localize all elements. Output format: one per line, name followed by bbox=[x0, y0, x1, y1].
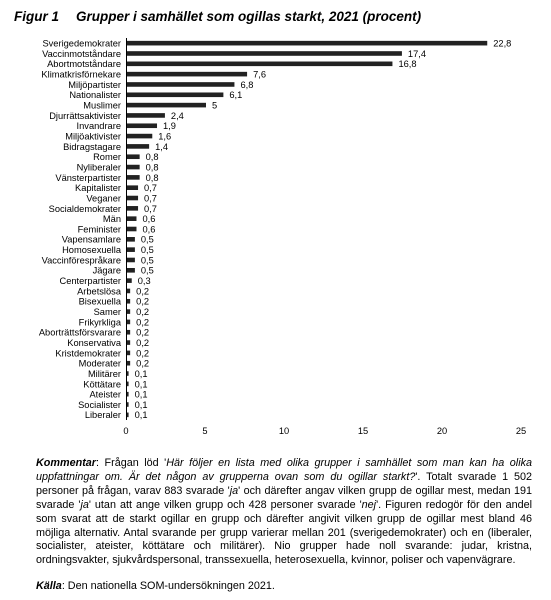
x-tick-label: 10 bbox=[278, 426, 290, 436]
comment-text-2: '. Totalt svarade 1 502 personer på frågan, varav 883 svarade ' bbox=[36, 470, 532, 497]
data-label: 0,5 bbox=[140, 234, 154, 245]
bar bbox=[127, 72, 247, 77]
data-label: 0,2 bbox=[136, 296, 150, 307]
category-label: Konservativa bbox=[67, 337, 121, 348]
category-label: Bidragstagare bbox=[63, 141, 121, 152]
category-label: Militärer bbox=[87, 368, 121, 379]
data-label: 22,8 bbox=[493, 38, 512, 49]
bar bbox=[127, 196, 138, 201]
bar bbox=[127, 123, 157, 128]
bar bbox=[127, 320, 130, 325]
data-label: 0,1 bbox=[134, 399, 148, 410]
category-label: Sverigedemokrater bbox=[42, 38, 121, 49]
data-label: 6,8 bbox=[240, 79, 254, 90]
category-label: Män bbox=[102, 214, 121, 225]
comment-text-3: ' och därefter angav vilken grupp de ogillar mest, medan 191 svarade ' bbox=[36, 484, 532, 511]
bar bbox=[127, 62, 392, 67]
category-label: Socialister bbox=[78, 399, 121, 410]
bar bbox=[127, 206, 138, 211]
data-label: 0,7 bbox=[144, 193, 157, 204]
bar bbox=[127, 258, 135, 263]
bar bbox=[127, 113, 165, 118]
category-label: Romer bbox=[93, 152, 121, 163]
data-label: 0,7 bbox=[144, 203, 157, 214]
bar bbox=[127, 237, 135, 242]
bar bbox=[127, 289, 130, 294]
category-label: Miljöaktivister bbox=[65, 131, 121, 142]
data-label: 0,2 bbox=[136, 358, 150, 369]
data-label: 0,2 bbox=[136, 317, 150, 328]
category-label: Veganer bbox=[86, 193, 121, 204]
category-label: Feminister bbox=[77, 224, 121, 235]
bar bbox=[127, 227, 136, 232]
bar bbox=[127, 330, 130, 335]
comment-ja-2: ja bbox=[80, 498, 89, 511]
category-label: Klimatkrisförnekare bbox=[41, 69, 121, 80]
source-text: : Den nationella SOM-undersökningen 2021. bbox=[61, 580, 275, 592]
category-label: Djurrättsaktivister bbox=[49, 110, 121, 121]
bar bbox=[127, 351, 130, 356]
data-label: 17,4 bbox=[407, 48, 427, 59]
category-label: Nationalister bbox=[69, 90, 121, 101]
x-tick-label: 20 bbox=[436, 426, 448, 436]
data-label: 0,5 bbox=[140, 245, 154, 256]
category-label: Muslimer bbox=[83, 100, 121, 111]
bar bbox=[127, 340, 130, 345]
category-label: Socialdemokrater bbox=[48, 203, 121, 214]
x-tick-label: 5 bbox=[202, 426, 208, 436]
bar bbox=[127, 82, 234, 87]
comment-ja-1: ja bbox=[229, 484, 239, 497]
category-label: Moderater bbox=[78, 358, 121, 369]
category-label: Nyliberaler bbox=[76, 162, 121, 173]
bar bbox=[127, 402, 129, 407]
comment-label: Kommentar bbox=[36, 457, 96, 469]
data-label: 0,5 bbox=[140, 265, 154, 276]
data-label: 0,1 bbox=[134, 379, 148, 390]
bar bbox=[127, 165, 140, 170]
category-label: Bisexuella bbox=[78, 296, 121, 307]
category-label: Miljöpartister bbox=[68, 79, 121, 90]
data-label: 0,5 bbox=[140, 255, 154, 266]
category-label: Liberaler bbox=[84, 410, 121, 421]
data-label: 2,4 bbox=[170, 110, 184, 121]
category-label: Centerpartister bbox=[59, 276, 121, 287]
data-label: 1,4 bbox=[155, 141, 169, 152]
data-label: 1,9 bbox=[163, 121, 176, 132]
data-label: 0,1 bbox=[134, 368, 148, 379]
data-label: 0,2 bbox=[136, 337, 150, 348]
data-label: 0,1 bbox=[134, 389, 148, 400]
category-label: Abortmotståndare bbox=[47, 59, 121, 70]
category-label: Ateister bbox=[89, 389, 121, 400]
category-label: Aborträttsförsvarare bbox=[38, 327, 121, 338]
bar bbox=[127, 361, 130, 366]
data-label: 7,6 bbox=[253, 69, 267, 80]
bar bbox=[127, 392, 129, 397]
category-label: Homosexuella bbox=[62, 245, 121, 256]
category-label: Jägare bbox=[92, 265, 121, 276]
data-label: 0,8 bbox=[145, 152, 159, 163]
data-label: 0,1 bbox=[134, 410, 148, 421]
comment-text-1: : Frågan löd ' bbox=[96, 457, 167, 469]
bar bbox=[127, 299, 130, 304]
bar bbox=[127, 382, 129, 387]
bar bbox=[127, 247, 135, 252]
bar bbox=[127, 413, 129, 418]
category-label: Samer bbox=[93, 306, 121, 317]
category-label: Vapensamlare bbox=[61, 234, 121, 245]
bar bbox=[127, 134, 152, 139]
data-label: 0,2 bbox=[136, 286, 150, 297]
bar bbox=[127, 371, 129, 376]
data-label: 0,8 bbox=[145, 162, 159, 173]
x-tick-label: 0 bbox=[123, 426, 129, 436]
data-label: 0,2 bbox=[136, 306, 150, 317]
bar bbox=[127, 309, 130, 314]
comment-question: Här följer en lista med olika grupper i samhället som man kan ha olika uppfattningar om. Är det någon av grupperna ovan som du ogillar starkt? bbox=[36, 457, 532, 483]
source-label: Källa bbox=[36, 580, 62, 592]
x-tick-label: 25 bbox=[515, 426, 527, 436]
comment-nej: nej bbox=[361, 498, 377, 511]
category-label: Kristdemokrater bbox=[55, 348, 121, 359]
bar bbox=[127, 92, 223, 97]
category-label: Arbetslösa bbox=[77, 286, 121, 297]
source-line bbox=[36, 580, 275, 592]
data-label: 1,6 bbox=[158, 131, 172, 142]
category-label: Vaccinförespråkare bbox=[41, 255, 121, 266]
figure-number: Figur 1 bbox=[14, 9, 60, 24]
category-label: Kapitalister bbox=[75, 183, 121, 194]
data-label: 0,3 bbox=[137, 276, 151, 287]
data-label: 16,8 bbox=[398, 59, 417, 70]
category-label: Köttätare bbox=[83, 379, 121, 390]
data-label: 0,2 bbox=[136, 348, 150, 359]
bar bbox=[127, 154, 140, 159]
figure-title-text: Grupper i samhället som ogillas starkt, 2021 (procent) bbox=[76, 9, 422, 24]
bar bbox=[127, 41, 487, 46]
category-label: Invandrare bbox=[76, 121, 121, 132]
category-label: Vänsterpartister bbox=[55, 172, 121, 183]
data-label: 0,7 bbox=[144, 183, 157, 194]
comment-paragraph bbox=[36, 457, 532, 568]
category-label: Frikyrkliga bbox=[78, 317, 121, 328]
data-label: 6,1 bbox=[229, 90, 243, 101]
bar bbox=[127, 185, 138, 190]
data-label: 5 bbox=[212, 100, 218, 111]
bar bbox=[127, 216, 136, 221]
bar bbox=[127, 268, 135, 273]
bar bbox=[127, 278, 132, 283]
bar bbox=[127, 103, 206, 108]
data-label: 0,2 bbox=[136, 327, 150, 338]
data-label: 0,6 bbox=[142, 224, 156, 235]
bar bbox=[127, 51, 402, 56]
data-label: 0,6 bbox=[142, 214, 156, 225]
data-label: 0,8 bbox=[145, 172, 159, 183]
bar bbox=[127, 175, 140, 180]
comment-text-4: ' utan att ange vilken grupp och 428 personer svarade ' bbox=[88, 498, 362, 511]
x-tick-label: 15 bbox=[357, 426, 369, 436]
comment-text-5: '. Figuren redogör för den andel som svarat att de starkt ogillar en grupp och därefter angivit vilken grupp de ogillar mest bland 46 möjliga alternativ. Antal svarande per grupp varierar mellan 201 (sverigedemokrater) och en (liberaler, socialister, ateister, köttätare och militärer). Nio grupper hade noll svarande: judar, kristna, ordningsvakter, sjukvårdspersonal, transsexuella, heterosexuella, kvinnor, poliser och vapenvägrare. bbox=[36, 498, 532, 567]
category-label: Vaccinmotståndare bbox=[42, 48, 121, 59]
bar bbox=[127, 144, 149, 149]
